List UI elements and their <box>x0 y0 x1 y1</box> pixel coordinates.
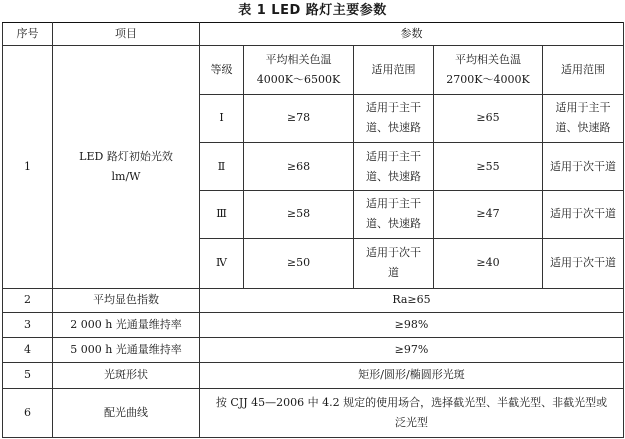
subheader-scope-b: 适用范围 <box>543 46 624 94</box>
row-number: 4 <box>3 338 53 363</box>
grade-scope-a <box>354 191 434 238</box>
table-row <box>3 288 624 312</box>
table-row <box>3 313 624 338</box>
header-no: 序号 <box>3 23 53 46</box>
scope-line: 道、快速路 <box>555 121 611 135</box>
grade-label: Ⅳ <box>200 238 244 288</box>
row-item: 2 000 h 光通量维持率 <box>53 313 200 338</box>
scope-line: 适用于主干 <box>555 101 611 115</box>
grade-value-b: ≥65 <box>434 94 543 142</box>
table-row <box>3 363 624 388</box>
grade-scope-b: 适用于次干道 <box>543 238 624 288</box>
row-value: ≥97% <box>200 338 624 363</box>
scope-line: 适用于主干 <box>366 101 421 115</box>
subheader-grade: 等级 <box>200 46 244 94</box>
row-number: 6 <box>3 388 53 437</box>
grade-scope-a <box>354 142 434 190</box>
grade-value-a: ≥50 <box>244 238 354 288</box>
temp-b-line1: 平均相关色温 <box>455 52 521 66</box>
temp-a-line1: 平均相关色温 <box>265 52 332 66</box>
table-row <box>3 338 624 363</box>
row-value <box>200 388 624 437</box>
grade-label: Ⅰ <box>200 94 244 142</box>
grade-value-b: ≥47 <box>434 191 543 238</box>
grade-scope-b <box>543 94 624 142</box>
scope-line: 适用于次干 <box>366 246 421 260</box>
led-parameter-table <box>2 22 624 438</box>
row-item: 光斑形状 <box>53 363 200 388</box>
temp-a-line2: 4000K～6500K <box>256 72 341 86</box>
grade-label: Ⅲ <box>200 191 244 238</box>
grade-scope-a <box>354 238 434 288</box>
header-params: 参数 <box>200 23 624 46</box>
row-item: 5 000 h 光通量维持率 <box>53 338 200 363</box>
subheader-temp-b <box>434 46 543 94</box>
scope-line: 适用于主干 <box>366 149 421 163</box>
item-unit: lm/W <box>111 170 141 184</box>
scope-line: 适用于主干 <box>366 197 421 211</box>
item-name: LED 路灯初始光效 <box>79 150 173 164</box>
grade-value-b: ≥40 <box>434 238 543 288</box>
scope-line: 道、快速路 <box>366 217 421 231</box>
table-row <box>3 388 624 437</box>
grade-scope-a <box>354 94 434 142</box>
row-value: 矩形/圆形/椭圆形光斑 <box>200 363 624 388</box>
table-caption: 表 1 LED 路灯主要参数 <box>238 3 387 18</box>
grade-scope-b: 适用于次干道 <box>543 191 624 238</box>
table-row <box>3 46 624 94</box>
row-item: 配光曲线 <box>53 388 200 437</box>
subheader-temp-a <box>244 46 354 94</box>
temp-b-line2: 2700K～4000K <box>446 72 530 86</box>
header-row <box>3 23 624 46</box>
row-number: 1 <box>3 46 53 289</box>
value-line: 泛光型 <box>395 415 428 429</box>
header-item: 项目 <box>53 23 200 46</box>
row-number: 2 <box>3 288 53 312</box>
scope-line: 道 <box>388 266 399 280</box>
value-line: 按 CJJ 45—2006 中 4.2 规定的使用场合，选择截光型、半截光型、非截光型或 <box>215 395 608 409</box>
grade-label: Ⅱ <box>200 142 244 190</box>
row-number: 3 <box>3 313 53 338</box>
grade-value-b: ≥55 <box>434 142 543 190</box>
row-number: 5 <box>3 363 53 388</box>
row-value: ≥98% <box>200 313 624 338</box>
grade-value-a: ≥78 <box>244 94 354 142</box>
row-value: Ra≥65 <box>200 288 624 312</box>
grade-value-a: ≥68 <box>244 142 354 190</box>
row-item <box>53 46 200 289</box>
grade-value-a: ≥58 <box>244 191 354 238</box>
scope-line: 道、快速路 <box>366 169 421 183</box>
subheader-scope-a: 适用范围 <box>354 46 434 94</box>
row-item: 平均显色指数 <box>53 288 200 312</box>
grade-scope-b: 适用于次干道 <box>543 142 624 190</box>
scope-line: 道、快速路 <box>366 121 421 135</box>
